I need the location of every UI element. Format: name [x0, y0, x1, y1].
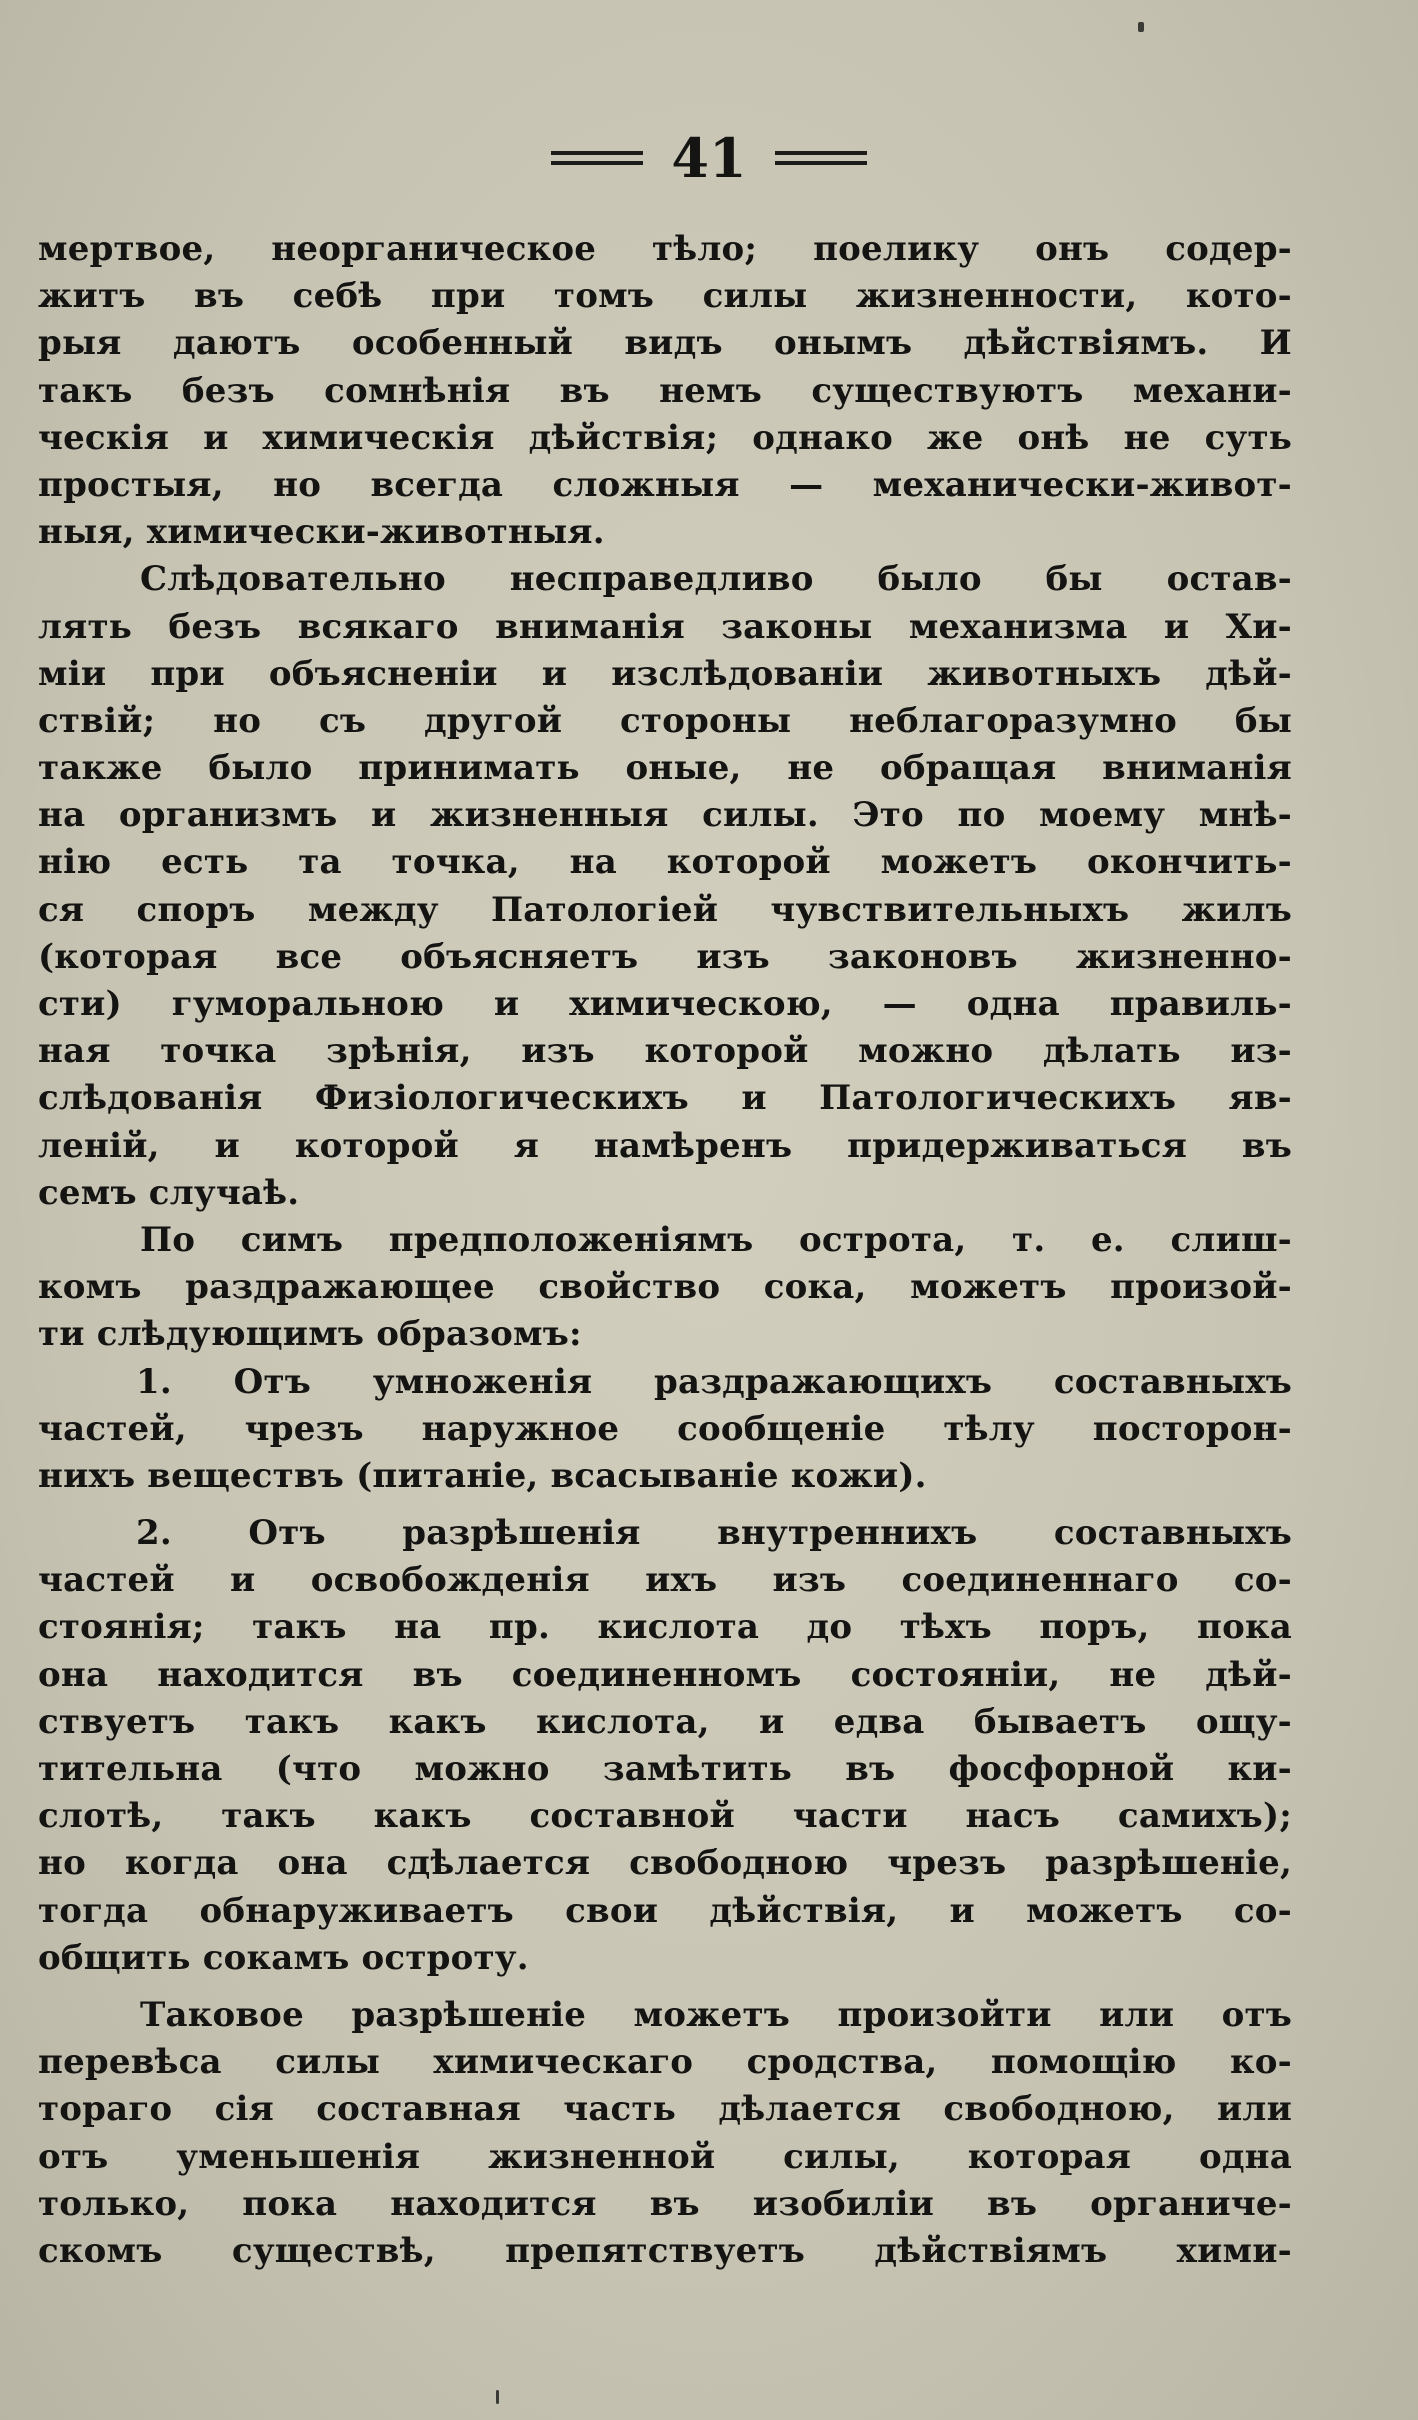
text-line: леній, и которой я намѣренъ придерживаться въ: [38, 1125, 1292, 1166]
text-line: ствуетъ такъ какъ кислота, и едва бываетъ ощу-: [38, 1701, 1292, 1742]
text-line: тогда обнаруживаетъ свои дѣйствія, и можетъ со-: [38, 1890, 1292, 1931]
text-line: рыя даютъ особенный видъ онымъ дѣйствіямъ. И: [38, 323, 1292, 364]
text-line: перевѣса силы химическаго сродства, помощію ко-: [38, 2042, 1292, 2083]
text-line: семъ случаѣ.: [38, 1172, 300, 1213]
list-item-2: 2. Отъ разрѣшенія внутреннихъ составныхъ: [136, 1513, 1292, 1554]
text-line: скомъ существѣ, препятствуетъ дѣйствіямъ хими-: [38, 2230, 1292, 2271]
text-line: нихъ веществъ (питаніе, всасываніе кожи).: [38, 1455, 927, 1496]
text-line: ныя, химически-животныя.: [38, 512, 605, 553]
text-line: сти) гуморальною и химическою, — одна правиль-: [38, 984, 1292, 1024]
spacer: [38, 1982, 1292, 1992]
paper-speck: [1138, 22, 1144, 32]
header-rule-right: [775, 151, 867, 165]
text-line: ствій; но съ другой стороны неблагоразумно бы: [38, 700, 1292, 741]
text-line: житъ въ себѣ при томъ силы жизненности, кото-: [38, 276, 1292, 317]
body-text: [38, 226, 1292, 2275]
text-line: стоянія; такъ на пр. кислота до тѣхъ поръ, пока: [38, 1607, 1292, 1648]
text-line: слотѣ, такъ какъ составной части насъ самихъ);: [38, 1796, 1292, 1837]
paragraph-start: Таковое разрѣшеніе можетъ произойти или отъ: [140, 1994, 1292, 2035]
text-line: слѣдованія Физіологическихъ и Патологическихъ яв-: [38, 1078, 1292, 1119]
text-line: (которая все объясняетъ изъ законовъ жизненно-: [38, 936, 1292, 977]
text-line: на организмъ и жизненныя силы. Это по моему мнѣ-: [38, 795, 1292, 836]
text-line: отъ уменьшенія жизненной силы, которая одна: [38, 2136, 1292, 2177]
paragraph-start: По симъ предположеніямъ острота, т. е. слиш-: [140, 1219, 1292, 1260]
text-line: ся споръ между Патологіей чувствительныхъ жилъ: [38, 889, 1292, 930]
header-rule-left: [551, 151, 643, 165]
text-line: частей, чрезъ наружное сообщеніе тѣлу посторон-: [38, 1408, 1292, 1449]
text-line: она находится въ соединенномъ состояніи, не дѣй-: [38, 1654, 1292, 1695]
text-line: комъ раздражающее свойство сока, можетъ произой-: [38, 1267, 1292, 1308]
text-line: ческія и химическія дѣйствія; однако же онѣ не суть: [38, 417, 1292, 458]
paper-speck: [496, 2390, 499, 2404]
spacer: [38, 1500, 1292, 1510]
text-line: лять безъ всякаго вниманія законы механизма и Хи-: [38, 606, 1292, 647]
text-line: ная точка зрѣнія, изъ которой можно дѣлать из-: [38, 1031, 1292, 1072]
text-line: мертвое, неорганическое тѣло; поелику онъ содер-: [38, 229, 1292, 269]
list-item-1: 1. Отъ умноженія раздражающихъ составныхъ: [136, 1361, 1292, 1402]
text-line: также было принимать оные, не обращая вниманія: [38, 748, 1292, 789]
text-line: ти слѣдующимъ образомъ:: [38, 1314, 582, 1355]
text-line: міи при объясненіи и изслѣдованіи животныхъ дѣй-: [38, 653, 1292, 694]
page-number: 41: [671, 126, 747, 190]
text-line: частей и освобожденія ихъ изъ соединеннаго со-: [38, 1560, 1292, 1601]
running-head: [0, 128, 1418, 188]
text-line: только, пока находится въ изобиліи въ органиче-: [38, 2183, 1292, 2224]
text-line: тительна (что можно замѣтить въ фосфорной ки-: [38, 1749, 1292, 1789]
paragraph-start: Слѣдовательно несправедливо было бы остав-: [140, 559, 1292, 600]
text-line: такъ безъ сомнѣнія въ немъ существуютъ механи-: [38, 370, 1292, 411]
text-line: общить сокамъ остроту.: [38, 1937, 529, 1978]
text-line: нію есть та точка, на которой можетъ окончить-: [38, 842, 1292, 883]
text-line: тораго сія составная часть дѣлается свободною, или: [38, 2089, 1292, 2130]
text-line: простыя, но всегда сложныя — механически-живот-: [38, 464, 1292, 505]
text-line: но когда она сдѣлается свободною чрезъ разрѣшеніе,: [38, 1843, 1292, 1884]
